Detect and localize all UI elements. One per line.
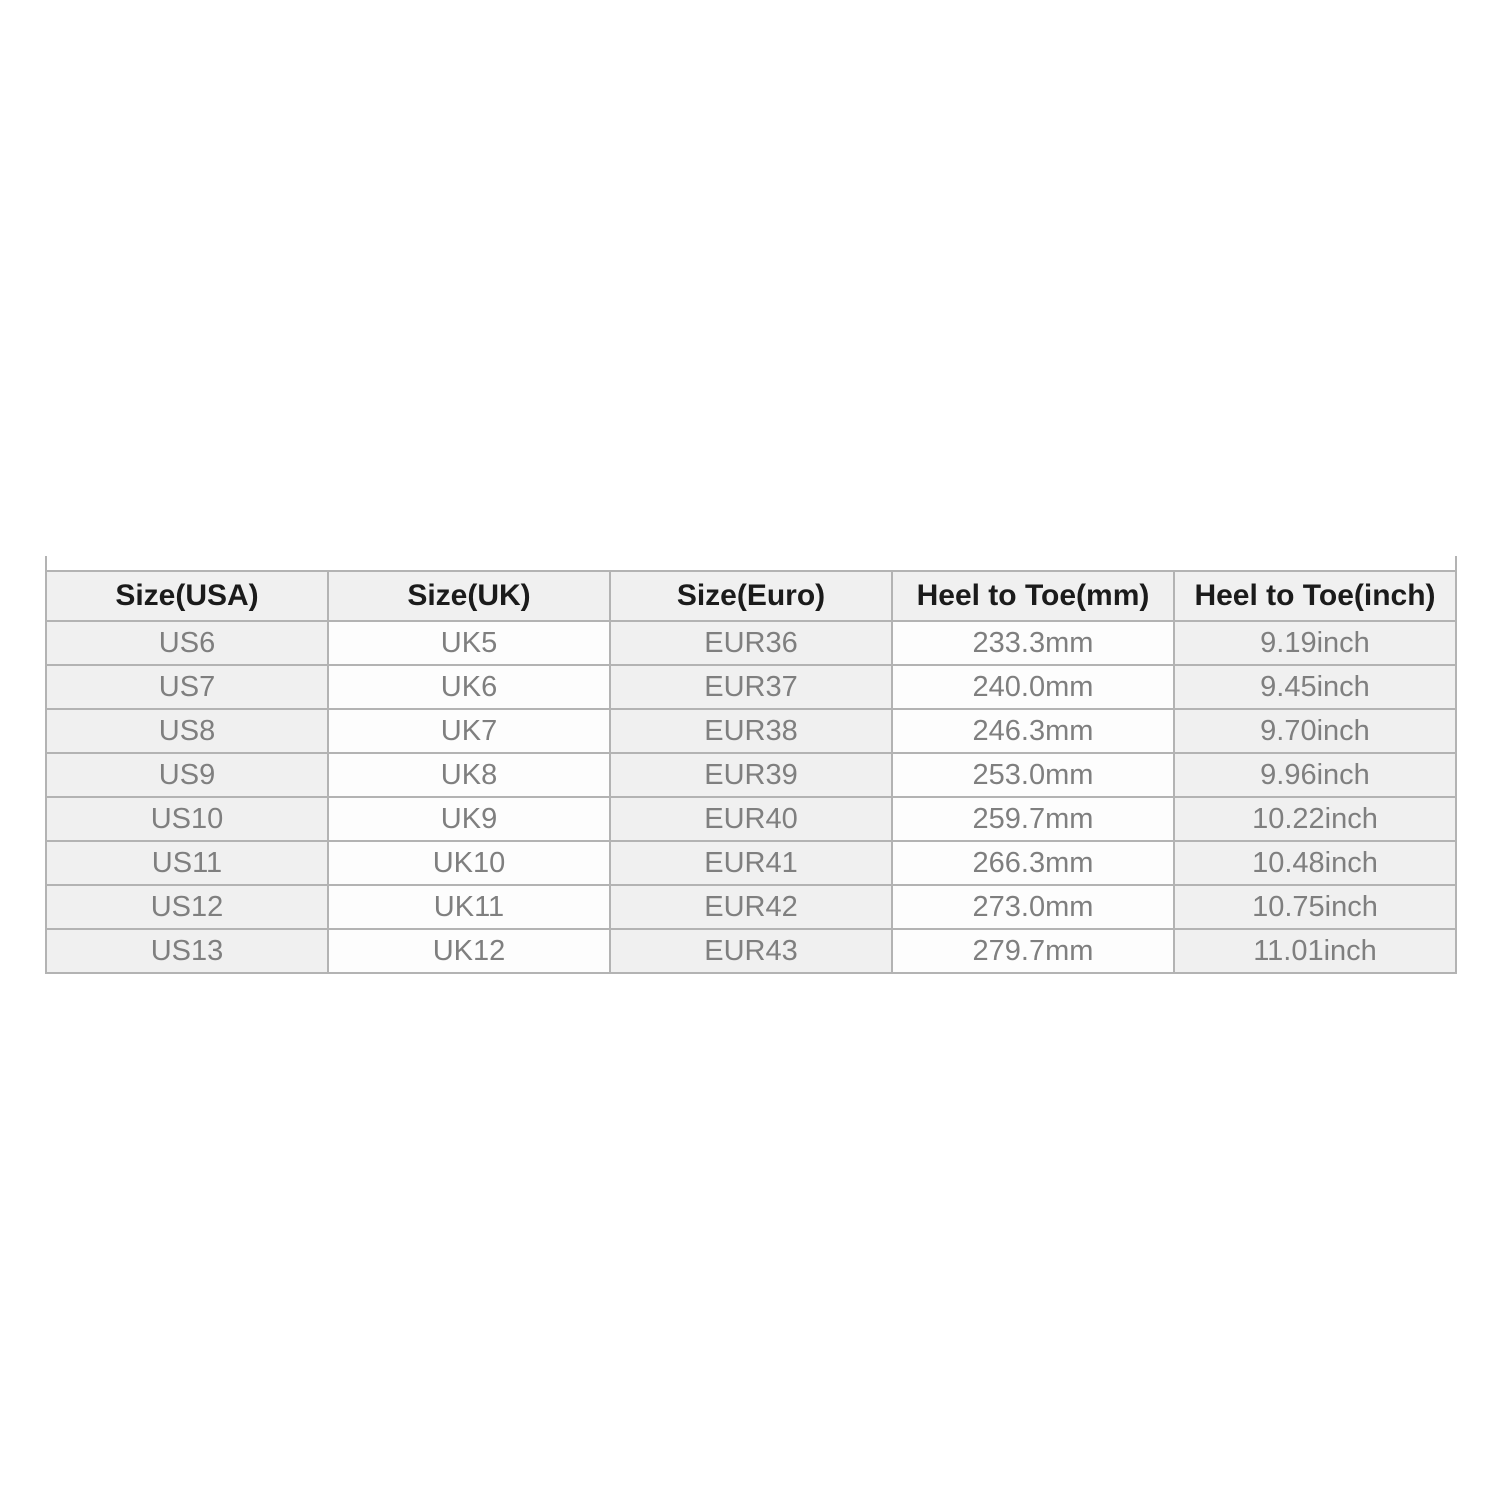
cell-size-usa: US13 — [46, 929, 328, 973]
table-row — [46, 797, 1456, 841]
cell-heel-toe-inch: 9.45inch — [1174, 665, 1456, 709]
cell-heel-toe-inch: 10.48inch — [1174, 841, 1456, 885]
table-row — [46, 885, 1456, 929]
cell-size-uk: UK6 — [328, 665, 610, 709]
cell-size-usa: US7 — [46, 665, 328, 709]
table-row — [46, 709, 1456, 753]
cell-heel-toe-mm: 259.7mm — [892, 797, 1174, 841]
cell-heel-toe-mm: 246.3mm — [892, 709, 1174, 753]
table-header — [46, 571, 1456, 621]
cell-size-euro: EUR38 — [610, 709, 892, 753]
cell-size-uk: UK10 — [328, 841, 610, 885]
cell-size-usa: US11 — [46, 841, 328, 885]
cell-heel-toe-inch: 10.75inch — [1174, 885, 1456, 929]
cell-size-euro: EUR40 — [610, 797, 892, 841]
table-row — [46, 841, 1456, 885]
cell-size-euro: EUR37 — [610, 665, 892, 709]
table-row — [46, 665, 1456, 709]
col-header-heel-toe-mm: Heel to Toe(mm) — [892, 571, 1174, 621]
col-header-size-usa: Size(USA) — [46, 571, 328, 621]
cell-heel-toe-mm: 266.3mm — [892, 841, 1174, 885]
table-top-edge-ticks — [45, 556, 1457, 571]
table-row — [46, 929, 1456, 973]
cell-size-usa: US12 — [46, 885, 328, 929]
cell-heel-toe-mm: 233.3mm — [892, 621, 1174, 665]
cell-size-usa: US10 — [46, 797, 328, 841]
cell-heel-toe-inch: 9.96inch — [1174, 753, 1456, 797]
table-row — [46, 621, 1456, 665]
cell-size-uk: UK5 — [328, 621, 610, 665]
cell-heel-toe-inch: 11.01inch — [1174, 929, 1456, 973]
cell-size-euro: EUR41 — [610, 841, 892, 885]
col-header-heel-toe-inch: Heel to Toe(inch) — [1174, 571, 1456, 621]
cell-size-uk: UK8 — [328, 753, 610, 797]
cell-size-usa: US6 — [46, 621, 328, 665]
size-conversion-table — [45, 570, 1457, 974]
cell-heel-toe-mm: 253.0mm — [892, 753, 1174, 797]
cell-heel-toe-mm: 240.0mm — [892, 665, 1174, 709]
header-row — [46, 571, 1456, 621]
col-header-size-uk: Size(UK) — [328, 571, 610, 621]
col-header-size-euro: Size(Euro) — [610, 571, 892, 621]
cell-size-uk: UK9 — [328, 797, 610, 841]
cell-size-euro: EUR39 — [610, 753, 892, 797]
cell-heel-toe-inch: 10.22inch — [1174, 797, 1456, 841]
cell-heel-toe-inch: 9.70inch — [1174, 709, 1456, 753]
cell-heel-toe-mm: 279.7mm — [892, 929, 1174, 973]
cell-size-euro: EUR43 — [610, 929, 892, 973]
cell-size-uk: UK7 — [328, 709, 610, 753]
cell-size-usa: US8 — [46, 709, 328, 753]
cell-size-uk: UK12 — [328, 929, 610, 973]
cell-size-uk: UK11 — [328, 885, 610, 929]
cell-size-euro: EUR42 — [610, 885, 892, 929]
cell-heel-toe-inch: 9.19inch — [1174, 621, 1456, 665]
table-row — [46, 753, 1456, 797]
cell-size-usa: US9 — [46, 753, 328, 797]
table-body — [46, 621, 1456, 973]
cell-size-euro: EUR36 — [610, 621, 892, 665]
cell-heel-toe-mm: 273.0mm — [892, 885, 1174, 929]
